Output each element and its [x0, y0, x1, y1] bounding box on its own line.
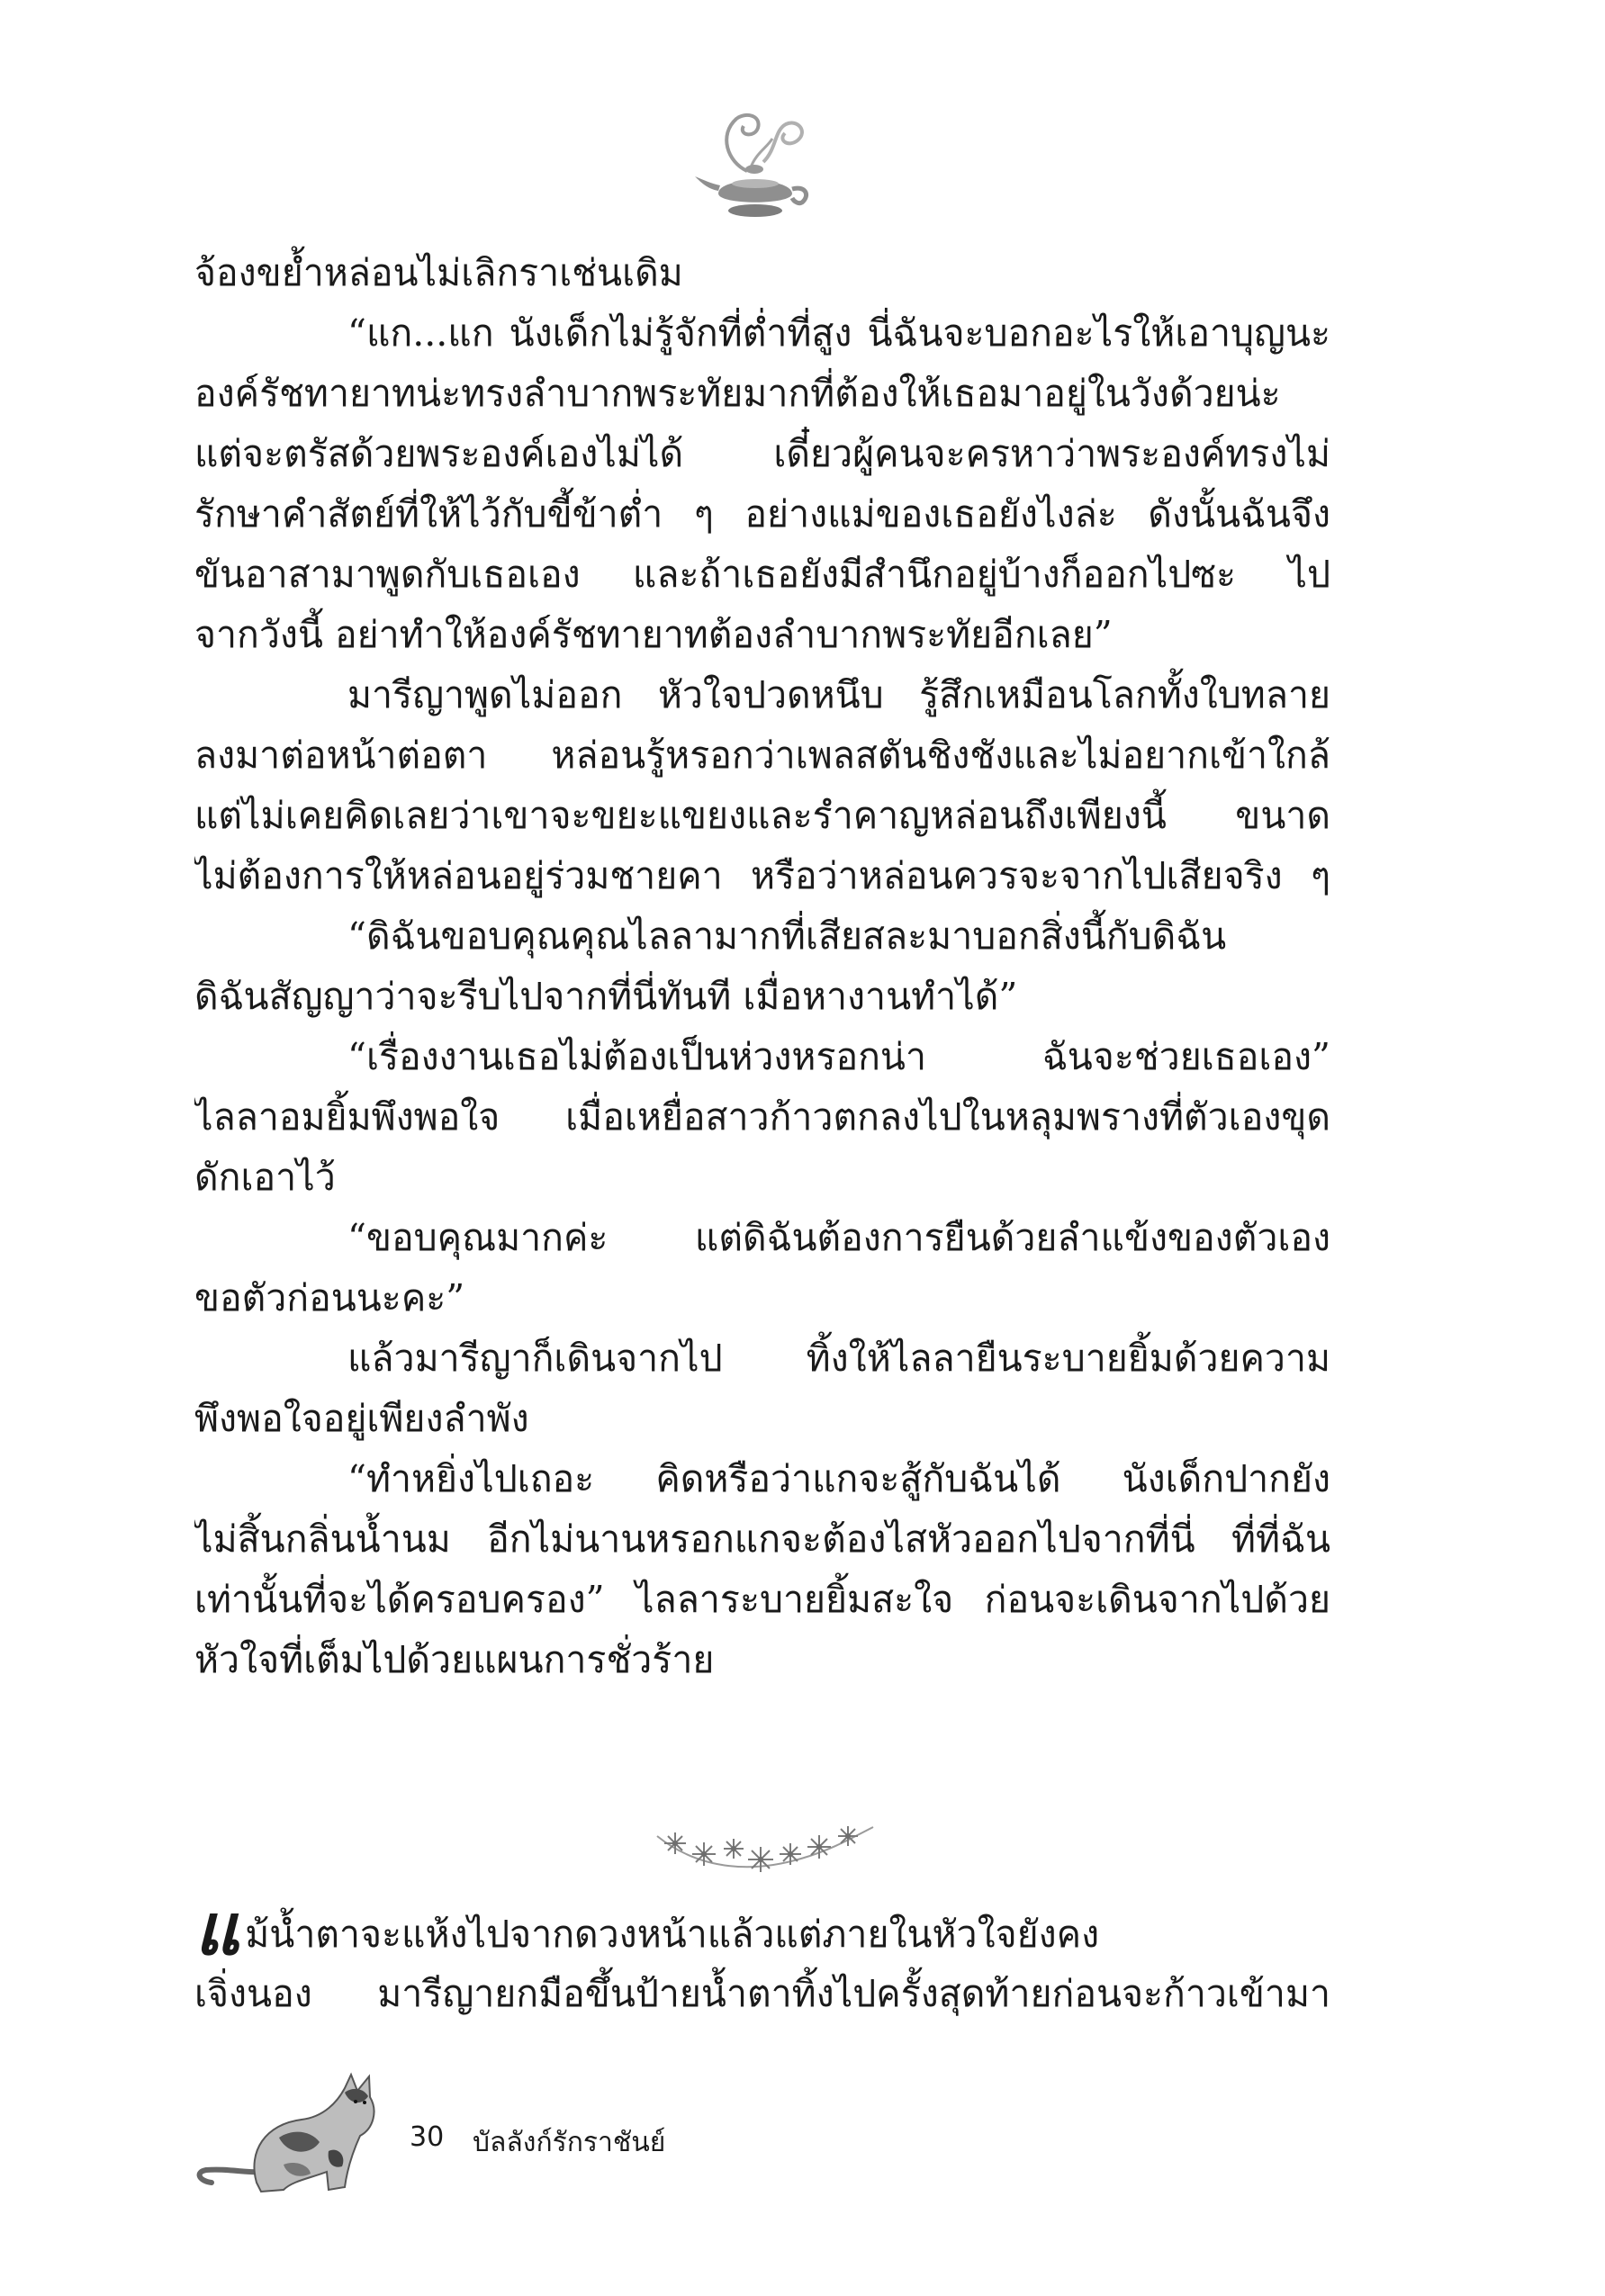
text-line-3: องค์รัชทายาทน่ะทรงลำบากพระทัยมากที่ต้องให้เธอมาอยู่ในวังด้วยน่ะ: [194, 372, 1281, 415]
text-line-21: “ทำหยิ่งไปเถอะ คิดหรือว่าแกจะสู้กับฉันได้ นังเด็กปากยัง: [347, 1457, 1330, 1500]
text-line-4: แต่จะตรัสด้วยพระองค์เองไม่ได้ เดี๋ยวผู้คนจะครหาว่าพระองค์ทรงไม่: [194, 432, 1330, 475]
text-line-6: ขันอาสามาพูดกับเธอเอง และถ้าเธอยังมีสำนึกอยู่บ้างก็ออกไปซะ ไป: [194, 553, 1330, 596]
flower-garland-icon: [648, 1809, 882, 1881]
text-line-17: “ขอบคุณมากค่ะ แต่ดิฉันต้องการยืนด้วยลำแข้งของตัวเอง: [347, 1216, 1330, 1259]
section-line-2: เจิ่งนอง มารีญายกมือขึ้นป้ายน้ำตาทิ้งไปครั้งสุดท้ายก่อนจะก้าวเข้ามา: [194, 1972, 1330, 2015]
text-line-22: ไม่สิ้นกลิ่นน้ำนม อีกไม่นานหรอกแกจะต้องไสหัวออกไปจากที่นี่ ที่ที่ฉัน: [194, 1517, 1330, 1561]
text-line-7: จากวังนี้ อย่าทำให้องค์รัชทายาทต้องลำบากพระทัยอีกเลย”: [194, 613, 1113, 656]
text-line-11: ไม่ต้องการให้หล่อนอยู่ร่วมชายคา หรือว่าหล่อนควรจะจากไปเสียจริง ๆ: [194, 854, 1330, 897]
cat-icon: [194, 2066, 401, 2201]
text-line-12: “ดิฉันขอบคุณคุณไลลามากที่เสียสละมาบอกสิ่งนี้กับดิฉัน: [347, 914, 1227, 958]
text-line-20: พึงพอใจอยู่เพียงลำพัง: [194, 1397, 529, 1440]
drop-cap: แ: [194, 1904, 240, 1964]
text-line-24: หัวใจที่เต็มไปด้วยแผนการชั่วร้าย: [194, 1638, 715, 1681]
text-line-14: “เรื่องงานเธอไม่ต้องเป็นห่วงหรอกน่า ฉันจะช่วยเธอเอง”: [347, 1035, 1330, 1078]
text-line-13: ดิฉันสัญญาว่าจะรีบไปจากที่นี่ทันที เมื่อหางานทำได้”: [194, 975, 1018, 1018]
body-text: [194, 243, 1330, 1690]
page-number: 30: [410, 2121, 445, 2153]
section-opening: [194, 1904, 1330, 2024]
text-line-16: ดักเอาไว้: [194, 1156, 336, 1199]
text-line-5: รักษาคำสัตย์ที่ให้ไว้กับขี้ข้าต่ำ ๆ อย่างแม่ของเธอยังไงล่ะ ดังนั้นฉันจึง: [194, 492, 1330, 536]
page-footer: [194, 2066, 824, 2201]
text-line-2: “แก...แก นังเด็กไม่รู้จักที่ต่ำที่สูง นี่ฉันจะบอกอะไรให้เอาบุญนะ: [347, 311, 1330, 355]
section-line-1-text: ม้น้ำตาจะแห้งไปจากดวงหน้าแล้วแต่ภายในหัวใจยังคง: [245, 1913, 1100, 1956]
genie-lamp-icon: [691, 108, 817, 230]
text-line-23: เท่านั้นที่จะได้ครอบครอง” ไลลาระบายยิ้มสะใจ ก่อนจะเดินจากไปด้วย: [194, 1578, 1330, 1621]
text-line-9: ลงมาต่อหน้าต่อตา หล่อนรู้หรอกว่าเพลสตันชิงชังและไม่อยากเข้าใกล้: [194, 734, 1330, 777]
book-title: บัลลังก์รักราชันย์: [473, 2127, 666, 2158]
text-line-15: ไลลาอมยิ้มพึงพอใจ เมื่อเหยื่อสาวก้าวตกลงไปในหลุมพรางที่ตัวเองขุด: [194, 1095, 1330, 1139]
text-line-10: แต่ไม่เคยคิดเลยว่าเขาจะขยะแขยงและรำคาญหล่อนถึงเพียงนี้ ขนาด: [194, 794, 1330, 837]
section-line-1: [194, 1904, 1330, 1964]
text-line-1: จ้องขย้ำหล่อนไม่เลิกราเช่นเดิม: [194, 251, 683, 294]
text-line-19: แล้วมารีญาก็เดินจากไป ทิ้งให้ไลลายืนระบายยิ้มด้วยความ: [347, 1337, 1330, 1380]
text-line-8: มารีญาพูดไม่ออก หัวใจปวดหนึบ รู้สึกเหมือนโลกทั้งใบทลาย: [347, 673, 1330, 716]
text-line-18: ขอตัวก่อนนะคะ”: [194, 1276, 465, 1319]
